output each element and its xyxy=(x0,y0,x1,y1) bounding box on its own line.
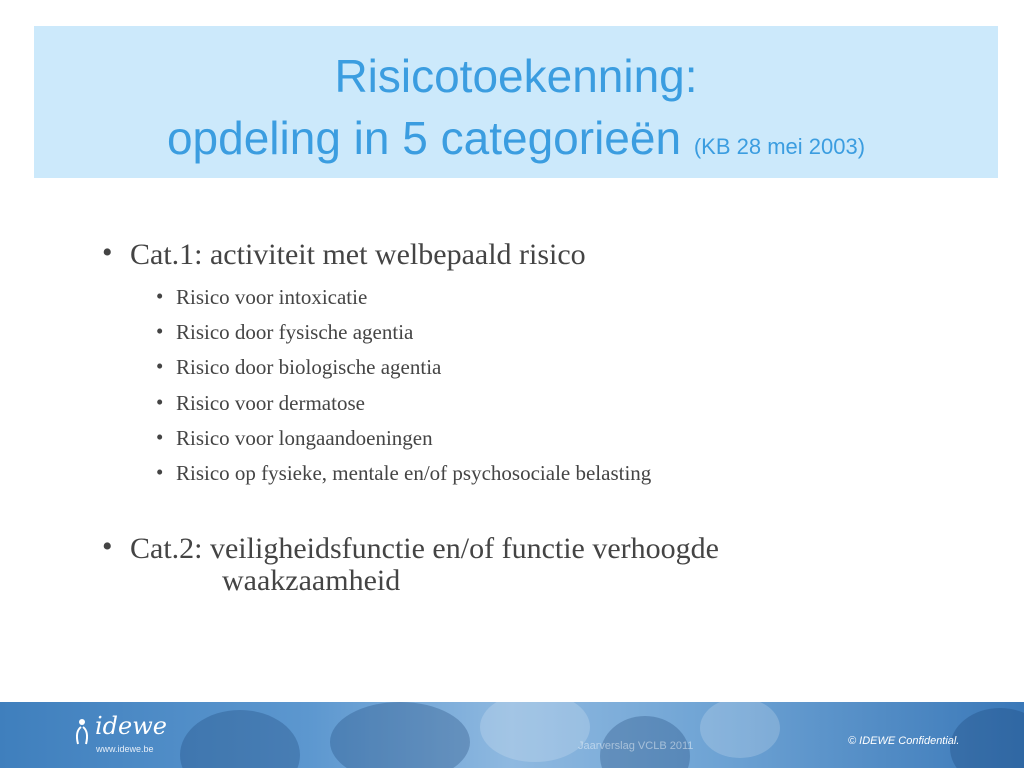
footer-report-label: Jaarverslag VCLB 2011 xyxy=(578,740,694,752)
footer-photo-shape xyxy=(330,702,470,768)
bullet-text-continuation: waakzaamheid xyxy=(222,564,401,597)
sub-bullet-dot: • xyxy=(156,460,164,484)
slide-title-sub: (KB 28 mei 2003) xyxy=(693,134,866,159)
idewe-logo-icon xyxy=(72,718,92,746)
sub-bullet-text: Risico door fysische agentia xyxy=(176,320,414,344)
footer-photo-shape xyxy=(180,710,300,768)
sub-bullet-dot: • xyxy=(156,354,164,378)
footer-photo-shape xyxy=(700,702,780,758)
sub-bullet-dot: • xyxy=(156,319,164,343)
footer-banner xyxy=(0,702,1024,768)
sub-bullet-dot: • xyxy=(156,284,164,308)
sub-bullet-text: Risico op fysieke, mentale en/of psychosociale belasting xyxy=(176,461,652,485)
sub-bullet-text: Risico voor dermatose xyxy=(176,391,365,415)
sub-bullet-dot: • xyxy=(156,425,164,449)
bullet-dot: • xyxy=(102,530,113,563)
sub-bullet-text: Risico voor longaandoeningen xyxy=(176,426,433,450)
bullet-dot: • xyxy=(102,236,113,269)
idewe-logo-text: idewe xyxy=(95,712,167,740)
bullet-text: Cat.2: veiligheidsfunctie en/of functie verhoogde xyxy=(130,532,719,565)
idewe-logo-url: www.idewe.be xyxy=(96,744,154,754)
bullet-text: Cat.1: activiteit met welbepaald risico xyxy=(130,238,586,271)
sub-bullet-dot: • xyxy=(156,390,164,414)
footer-confidential-label: © IDEWE Confidential. xyxy=(848,735,960,747)
footer-photo-shape xyxy=(950,708,1024,768)
sub-bullet-text: Risico voor intoxicatie xyxy=(176,285,368,309)
slide-title-line-1: Risicotoekenning: xyxy=(334,50,698,102)
footer-photo-shape xyxy=(480,702,590,762)
sub-bullet-text: Risico door biologische agentia xyxy=(176,355,442,379)
slide-title-main: opdeling in 5 categorieën xyxy=(166,112,682,164)
